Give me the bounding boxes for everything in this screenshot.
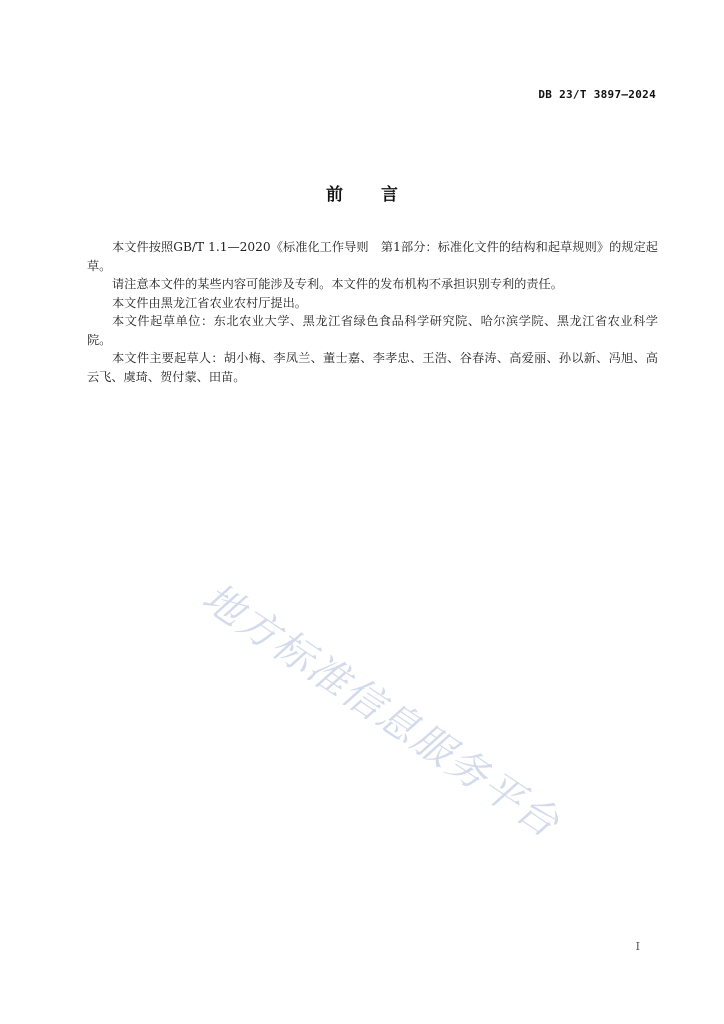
page-number: I (635, 940, 640, 953)
paragraph-drafting-rules: 本文件按照GB/T 1.1—2020《标准化工作导则 第1部分：标准化文件的结构和起草规则》的规定起草。 (87, 240, 658, 273)
paragraph-proposer: 本文件由黑龙江省农业农村厅提出。 (112, 295, 307, 310)
watermark: 地方标准信息服务平台 (194, 574, 569, 848)
paragraph-patent-notice: 请注意本文件的某些内容可能涉及专利。本文件的发布机构不承担识别专利的责任。 (112, 277, 563, 291)
page-title: 前言 (326, 185, 436, 205)
document-code: DB 23/T 3897—2024 (538, 88, 656, 101)
foreword-body (87, 238, 658, 386)
paragraph-drafters: 本文件主要起草人：胡小梅、李凤兰、董士嘉、李孝忠、王浩、谷春涛、高爱丽、孙以新、冯旭、高云飞、虞琦、贺付蒙、田苗。 (87, 351, 658, 384)
paragraph-drafting-units: 本文件起草单位：东北农业大学、黑龙江省绿色食品科学研究院、哈尔滨学院、黑龙江省农业科学院。 (87, 314, 658, 347)
